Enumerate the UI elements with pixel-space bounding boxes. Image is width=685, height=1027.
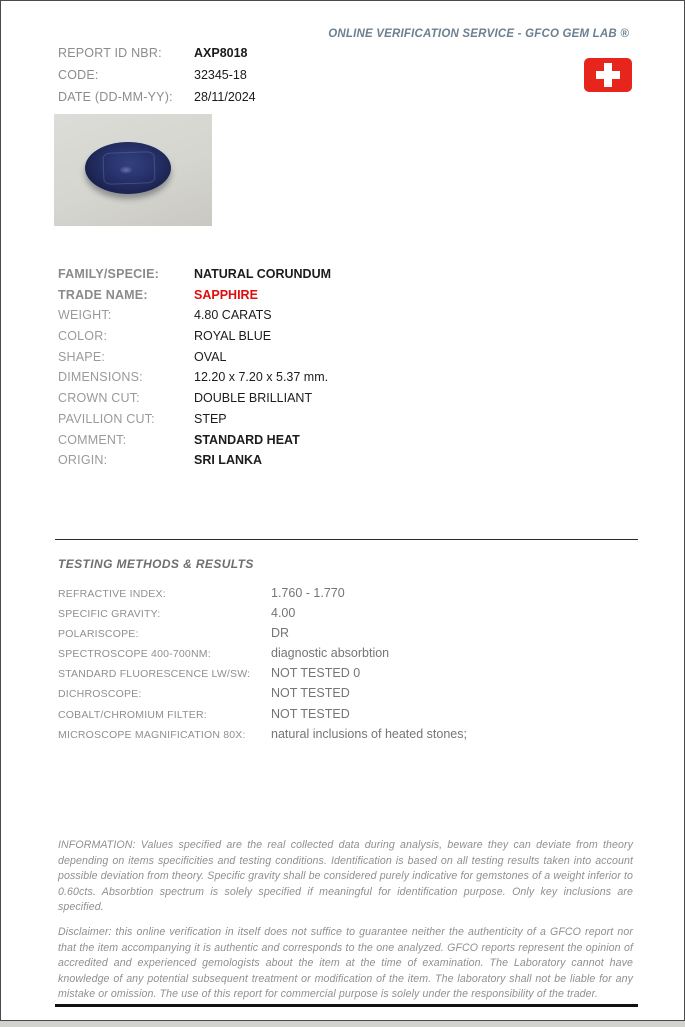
attribute-row-weight (58, 308, 331, 329)
attribute-row-dimensions (58, 370, 331, 391)
family-value: NATURAL CORUNDUM (194, 267, 332, 281)
disclaimer-paragraph: Disclaimer: this online verification in itself does not suffice to guarantee neither the authenticity of a GFCO report nor that the item accompanying it is authentic and corresponds to the one analyzed. GFCO reports represent the opinion of accredited and experienced gemologists about the item at the time of examination. The Laboratory cannot have knowledge of any potential subsequent treatment or modification of the item. The laboratory shall not be liable for any mistake or omission. The use of this report for commercial purpose is solely under the responsibility of the trader. (58, 926, 633, 1001)
microscope-value: natural inclusions of heated stones; (271, 726, 467, 741)
cobalt-filter-value: NOT TESTED (271, 706, 350, 721)
spectroscope-value: diagnostic absorbtion (271, 646, 390, 661)
pavillion-cut-label: PAVILLION CUT: (58, 411, 155, 426)
report-id-label: REPORT ID NBR: (58, 46, 162, 60)
code-label: CODE: (58, 68, 99, 82)
test-row-dichroscope (58, 686, 467, 706)
gemstone-photo (54, 114, 212, 226)
origin-label: ORIGIN: (58, 453, 108, 468)
pavillion-cut-value: STEP (194, 411, 227, 426)
code-row (58, 68, 256, 90)
weight-label: WEIGHT: (58, 308, 112, 323)
testing-results (58, 586, 467, 747)
test-row-cobalt-filter (58, 707, 467, 727)
report-id-value: AXP8018 (194, 46, 248, 60)
attribute-row-trade-name (58, 288, 331, 309)
color-label: COLOR: (58, 329, 108, 344)
attribute-row-shape (58, 350, 331, 371)
fluorescence-label: STANDARD FLUORESCENCE LW/SW: (58, 668, 251, 681)
attribute-row-color (58, 329, 331, 350)
section-divider-line (55, 539, 638, 540)
report-id-block (58, 46, 256, 112)
weight-value: 4.80 CARATS (194, 308, 272, 323)
test-row-refractive-index (58, 586, 467, 606)
information-paragraph: INFORMATION: Values specified are the real collected data during analysis, beware they can deviate from theory depending on items specificities and testing conditions. Identification is based on all testing results taken into account possible deviation from theory. Specific gravity shall be considered purely indicative for gemstones of a weight inferior to 0.60cts. Absorbtion spectrum is solely specified if meaningful for identification purpose. Only key inclusions are specified. (58, 839, 633, 914)
testing-section-heading: TESTING METHODS & RESULTS (58, 557, 254, 571)
sapphire-stone-image (85, 142, 171, 194)
color-value: ROYAL BLUE (194, 329, 272, 344)
date-value: 28/11/2024 (194, 90, 256, 104)
test-row-microscope (58, 727, 467, 747)
swiss-cross-vertical (604, 63, 612, 87)
specific-gravity-value: 4.00 (271, 606, 296, 621)
trade-name-label: TRADE NAME: (58, 287, 148, 302)
cobalt-filter-label: COBALT/CHROMIUM FILTER: (58, 708, 207, 721)
test-row-polariscope (58, 626, 467, 646)
shape-value: OVAL (194, 349, 227, 364)
shape-label: SHAPE: (58, 349, 106, 364)
report-id-row (58, 46, 256, 68)
polariscope-value: DR (271, 626, 290, 641)
refractive-index-label: REFRACTIVE INDEX: (58, 588, 166, 600)
specific-gravity-label: SPECIFIC GRAVITY: (58, 608, 161, 621)
swiss-flag-icon (584, 58, 632, 92)
crown-cut-label: CROWN CUT: (58, 391, 140, 406)
comment-value: STANDARD HEAT (194, 432, 300, 447)
dimensions-value: 12.20 x 7.20 x 5.37 mm. (194, 370, 329, 385)
gem-attributes (58, 267, 331, 474)
trade-name-value: SAPPHIRE (194, 287, 258, 302)
attribute-row-origin (58, 453, 331, 474)
dichroscope-label: DICHROSCOPE: (58, 688, 142, 701)
date-label: DATE (DD-MM-YY): (58, 90, 173, 104)
fluorescence-value: NOT TESTED 0 (271, 666, 361, 681)
origin-value: SRI LANKA (194, 453, 263, 468)
test-row-specific-gravity (58, 606, 467, 626)
attribute-row-pavillion-cut (58, 412, 331, 433)
spectroscope-label: SPECTROSCOPE 400-700NM: (58, 648, 211, 661)
attribute-row-crown-cut (58, 391, 331, 412)
dichroscope-value: NOT TESTED (271, 686, 350, 701)
polariscope-label: POLARISCOPE: (58, 628, 139, 641)
attribute-row-comment (58, 433, 331, 454)
comment-label: COMMENT: (58, 432, 127, 447)
dimensions-label: DIMENSIONS: (58, 370, 143, 385)
bottom-rule (55, 1004, 638, 1007)
refractive-index-value: 1.760 - 1.770 (271, 586, 345, 600)
crown-cut-value: DOUBLE BRILLIANT (194, 391, 313, 406)
attribute-row-family (58, 267, 331, 288)
service-title: ONLINE VERIFICATION SERVICE - GFCO GEM LAB ® (328, 28, 629, 40)
test-row-spectroscope (58, 646, 467, 666)
family-label: FAMILY/SPECIE: (58, 267, 159, 281)
test-row-fluorescence (58, 666, 467, 686)
code-value: 32345-18 (194, 68, 247, 82)
microscope-label: MICROSCOPE MAGNIFICATION 80X: (58, 728, 246, 741)
date-row (58, 90, 256, 112)
